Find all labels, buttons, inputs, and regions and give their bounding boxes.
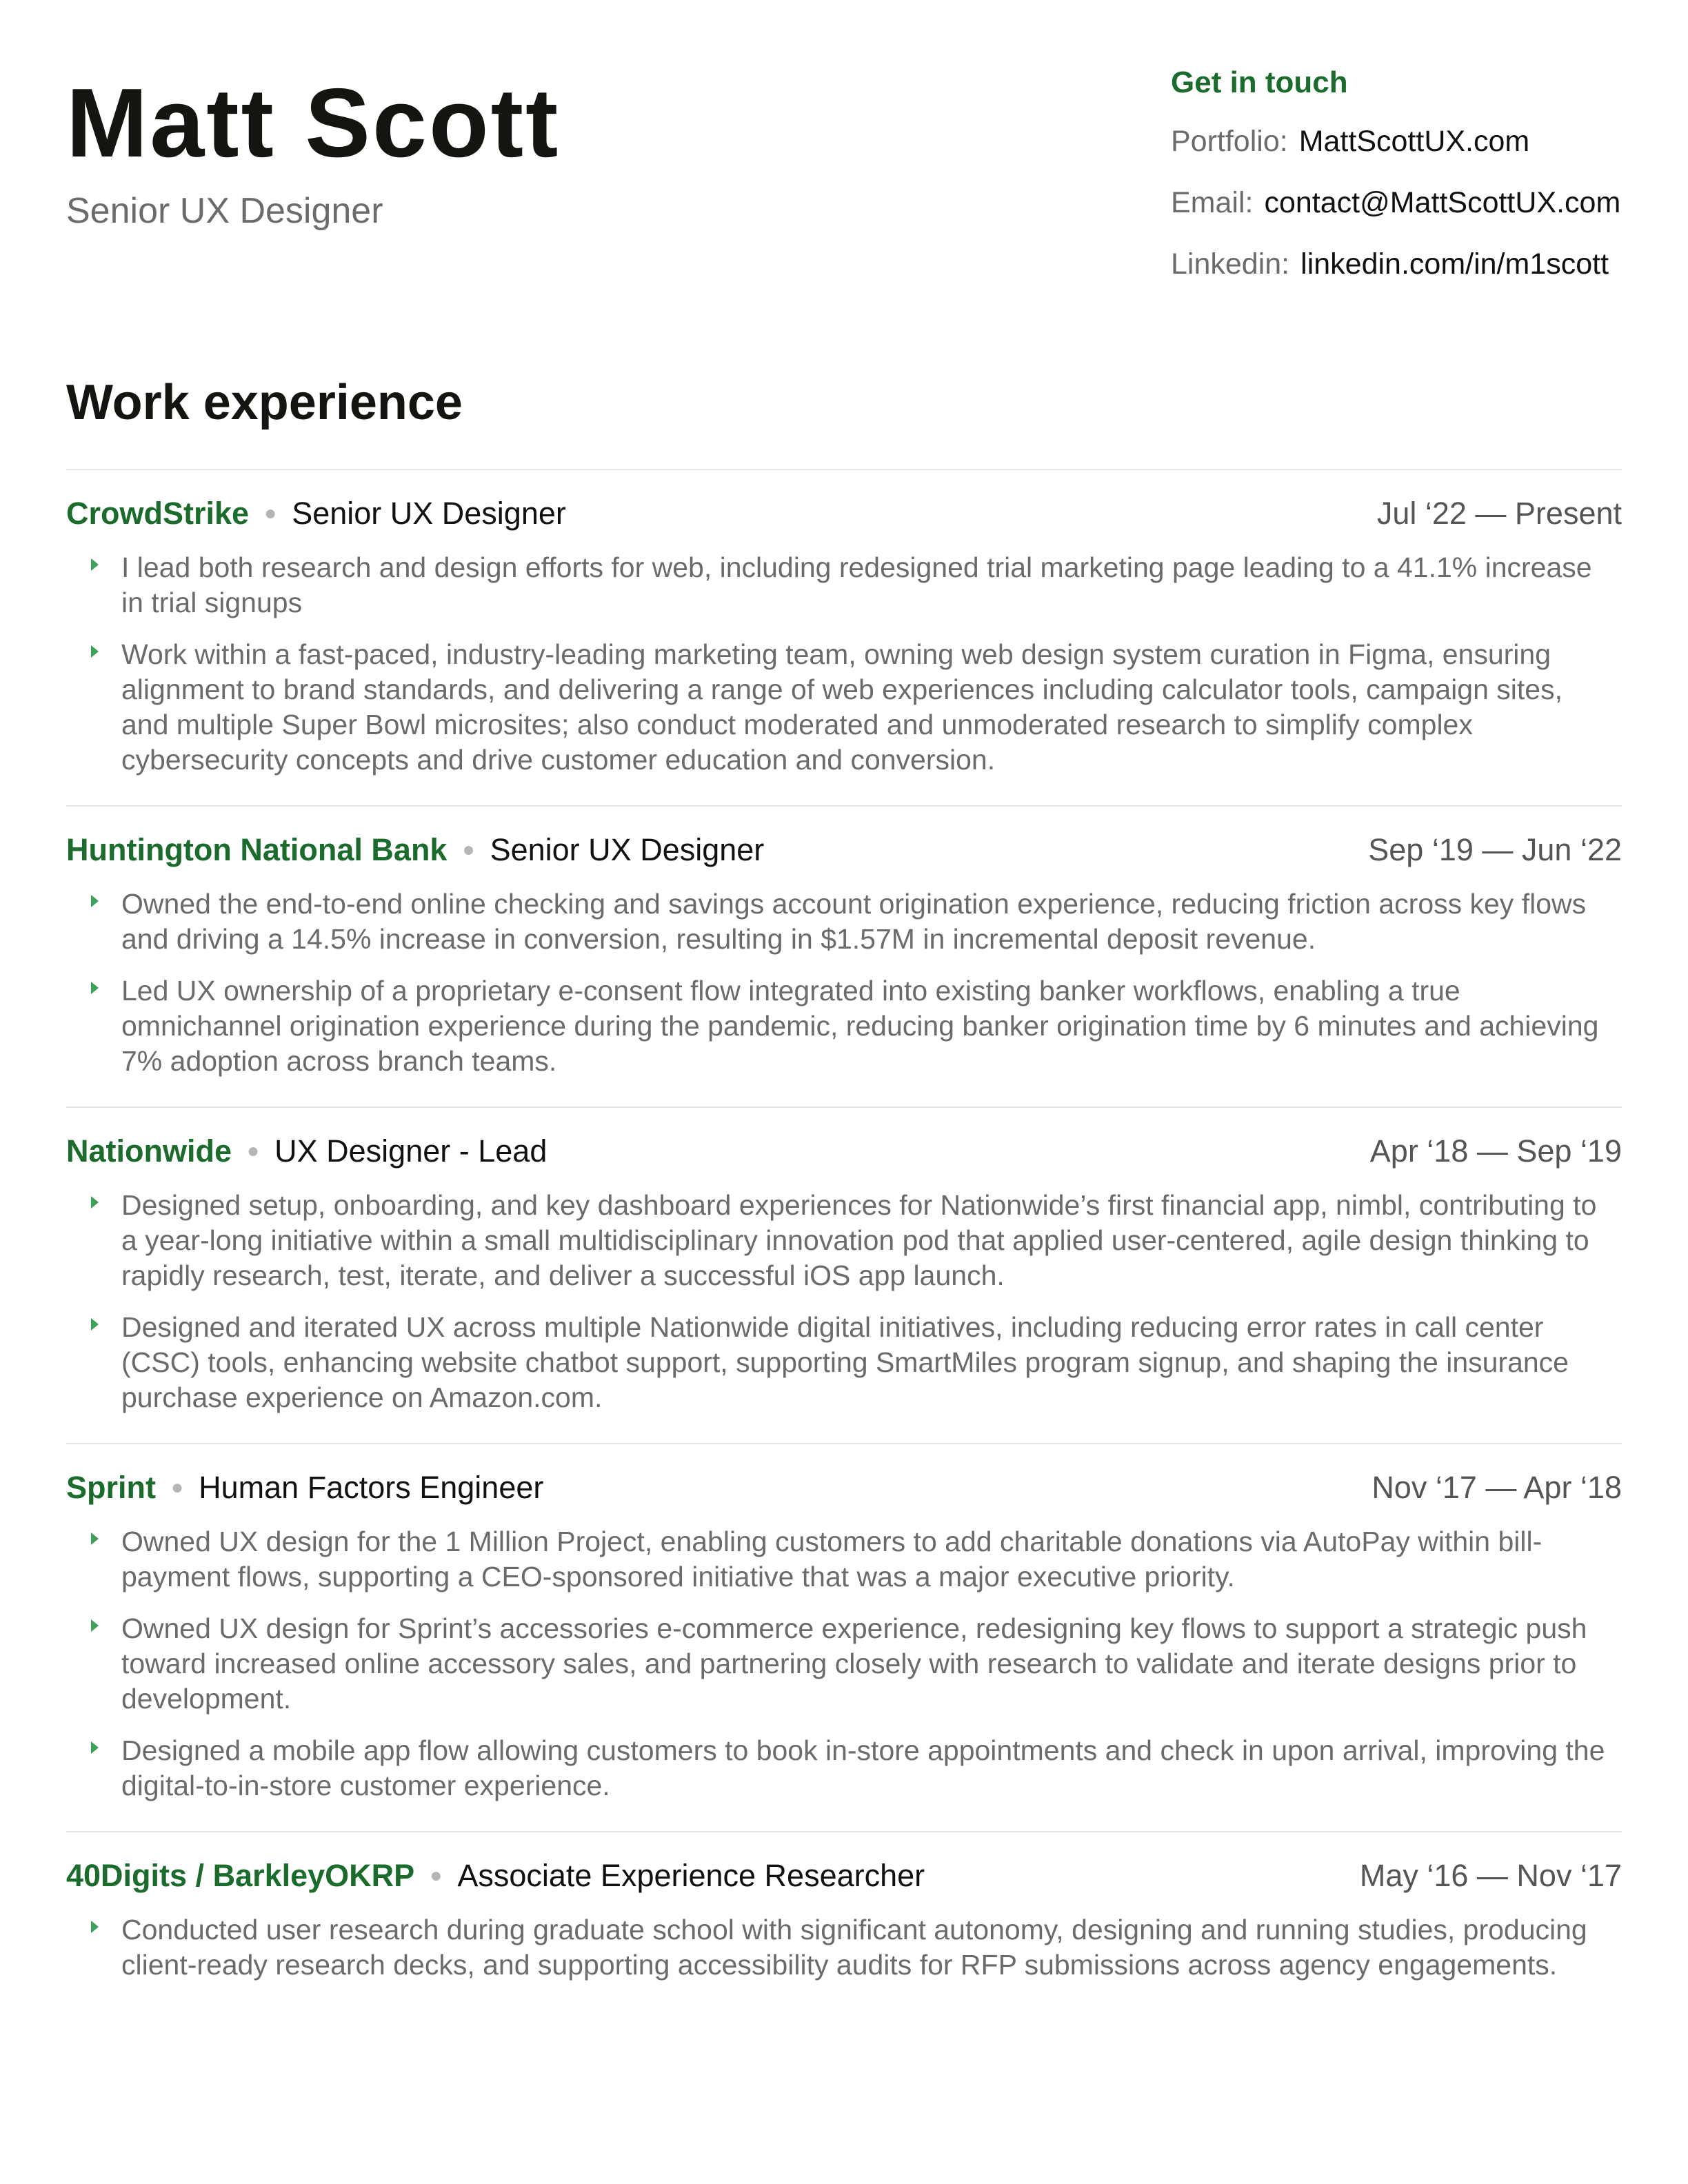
bullet-text: Owned UX design for the 1 Million Project, enabling customers to add charitable donations via AutoPay within bill-payment flows, supporting a CEO-sponsored initiative that was a major executive priority. xyxy=(121,1526,1543,1593)
job-dates: Jul ‘22 — Present xyxy=(1376,496,1622,531)
contact-portfolio xyxy=(1171,127,1626,156)
linkedin-link[interactable]: linkedin.com/in/m1scott xyxy=(1300,247,1609,281)
job-entry xyxy=(66,1831,1622,2010)
bullet-arrow-icon xyxy=(91,1921,99,1933)
bullet-text: Conducted user research during graduate school with significant autonomy, designing and running studies, producing client-ready research decks, and supporting accessibility audits for RFP submissions across agency engagements. xyxy=(121,1914,1587,1981)
company-name: CrowdStrike xyxy=(66,496,250,531)
job-heading xyxy=(66,495,566,532)
job-bullets xyxy=(66,550,1622,778)
email-link[interactable]: contact@MattScottUX.com xyxy=(1264,186,1621,219)
job-role: Senior UX Designer xyxy=(490,832,765,867)
bullet-text: Work within a fast-paced, industry-leading marketing team, owning web design system curation in Figma, ensuring alignment to brand standards, and delivering a range of web experiences including calculator tools, campaign sites, and multiple Super Bowl microsites; also conduct moderated and unmoderated research to simplify complex cybersecurity concepts and drive customer education and conversion. xyxy=(121,638,1563,776)
job-bullets xyxy=(66,1912,1622,1983)
job-role: UX Designer - Lead xyxy=(274,1133,547,1169)
job-bullet xyxy=(66,1188,1622,1293)
bullet-arrow-icon xyxy=(91,1533,99,1545)
company-name: Sprint xyxy=(66,1470,156,1505)
work-experience-list xyxy=(66,469,1622,2010)
job-heading xyxy=(66,1857,925,1894)
bullet-text: Designed and iterated UX across multiple Nationwide digital initiatives, including reducing error rates in call center (CSC) tools, enhancing website chatbot support, supporting SmartMiles program signup, and shaping the insurance purchase experience on Amazon.com. xyxy=(121,1311,1569,1413)
contact-email xyxy=(1171,188,1626,218)
portfolio-link[interactable]: MattScottUX.com xyxy=(1298,125,1530,158)
candidate-name: Matt Scott xyxy=(66,68,561,178)
job-bullet xyxy=(66,550,1622,620)
separator-dot-icon: ● xyxy=(430,1864,443,1887)
job-bullet xyxy=(66,1912,1622,1983)
bullet-text: Led UX ownership of a proprietary e-consent flow integrated into existing banker workflows, enabling a true omnichannel origination experience during the pandemic, reducing banker origination time by 6 minutes and achieving 7% adoption across branch teams. xyxy=(121,975,1599,1077)
job-heading xyxy=(66,831,764,869)
job-header xyxy=(66,495,1622,532)
section-title-work-experience: Work experience xyxy=(66,375,463,430)
job-dates: Sep ‘19 — Jun ‘22 xyxy=(1368,832,1622,867)
job-entry xyxy=(66,1443,1622,1831)
bullet-arrow-icon xyxy=(91,1196,99,1209)
job-bullet xyxy=(66,637,1622,778)
email-label: Email: xyxy=(1171,186,1254,219)
contact-block xyxy=(1171,65,1626,311)
job-bullet xyxy=(66,1310,1622,1415)
company-name: Nationwide xyxy=(66,1133,232,1169)
job-bullet xyxy=(66,1524,1622,1595)
job-entry xyxy=(66,1106,1622,1443)
bullet-arrow-icon xyxy=(91,1318,99,1331)
bullet-arrow-icon xyxy=(91,1619,99,1632)
job-header xyxy=(66,1469,1622,1506)
bullet-text: Owned the end-to-end online checking and savings account origination experience, reducing friction across key flows and driving a 14.5% increase in conversion, resulting in $1.57M in incremental deposit revenue. xyxy=(121,888,1587,955)
job-bullets xyxy=(66,1188,1622,1415)
job-role: Associate Experience Researcher xyxy=(457,1858,925,1893)
job-header xyxy=(66,831,1622,869)
contact-heading: Get in touch xyxy=(1171,65,1348,99)
job-heading xyxy=(66,1133,547,1170)
bullet-text: Owned UX design for Sprint’s accessories e-commerce experience, redesigning key flows to support a strategic push toward increased online accessory sales, and partnering closely with research to validate and iterate designs prior to development. xyxy=(121,1612,1587,1715)
job-dates: Nov ‘17 — Apr ‘18 xyxy=(1372,1470,1622,1505)
separator-dot-icon: ● xyxy=(264,502,277,525)
separator-dot-icon: ● xyxy=(247,1140,260,1162)
job-dates: May ‘16 — Nov ‘17 xyxy=(1359,1858,1622,1893)
job-bullet xyxy=(66,1611,1622,1717)
separator-dot-icon: ● xyxy=(171,1476,184,1499)
company-name: 40Digits / BarkleyOKRP xyxy=(66,1858,415,1893)
job-header xyxy=(66,1133,1622,1170)
job-heading xyxy=(66,1469,543,1506)
job-bullets xyxy=(66,887,1622,1079)
job-entry xyxy=(66,805,1622,1106)
job-entry xyxy=(66,469,1622,805)
bullet-text: Designed setup, onboarding, and key dashboard experiences for Nationwide’s first financial app, nimbl, contributing to a year-long initiative within a small multidisciplinary innovation pod that applied user-centered, agile design thinking to rapidly research, test, iterate, and deliver a successful iOS app launch. xyxy=(121,1189,1597,1291)
job-header xyxy=(66,1857,1622,1894)
job-bullets xyxy=(66,1524,1622,1803)
job-role: Human Factors Engineer xyxy=(199,1470,544,1505)
job-dates: Apr ‘18 — Sep ‘19 xyxy=(1369,1133,1622,1169)
bullet-arrow-icon xyxy=(91,1741,99,1754)
bullet-arrow-icon xyxy=(91,645,99,658)
bullet-text: I lead both research and design efforts for web, including redesigned trial marketing page leading to a 41.1% increase in trial signups xyxy=(121,552,1592,618)
job-bullet xyxy=(66,887,1622,957)
job-role: Senior UX Designer xyxy=(292,496,566,531)
linkedin-label: Linkedin: xyxy=(1171,247,1290,281)
contact-linkedin xyxy=(1171,247,1626,281)
job-bullet xyxy=(66,1733,1622,1803)
bullet-arrow-icon xyxy=(91,558,99,571)
company-name: Huntington National Bank xyxy=(66,832,448,867)
bullet-text: Designed a mobile app flow allowing customers to book in-store appointments and check in upon arrival, improving the digital-to-in-store customer experience. xyxy=(121,1735,1605,1801)
separator-dot-icon: ● xyxy=(462,838,475,861)
job-bullet xyxy=(66,973,1622,1079)
bullet-arrow-icon xyxy=(91,982,99,994)
portfolio-label: Portfolio: xyxy=(1171,125,1288,158)
bullet-arrow-icon xyxy=(91,895,99,907)
candidate-title: Senior UX Designer xyxy=(66,191,383,231)
